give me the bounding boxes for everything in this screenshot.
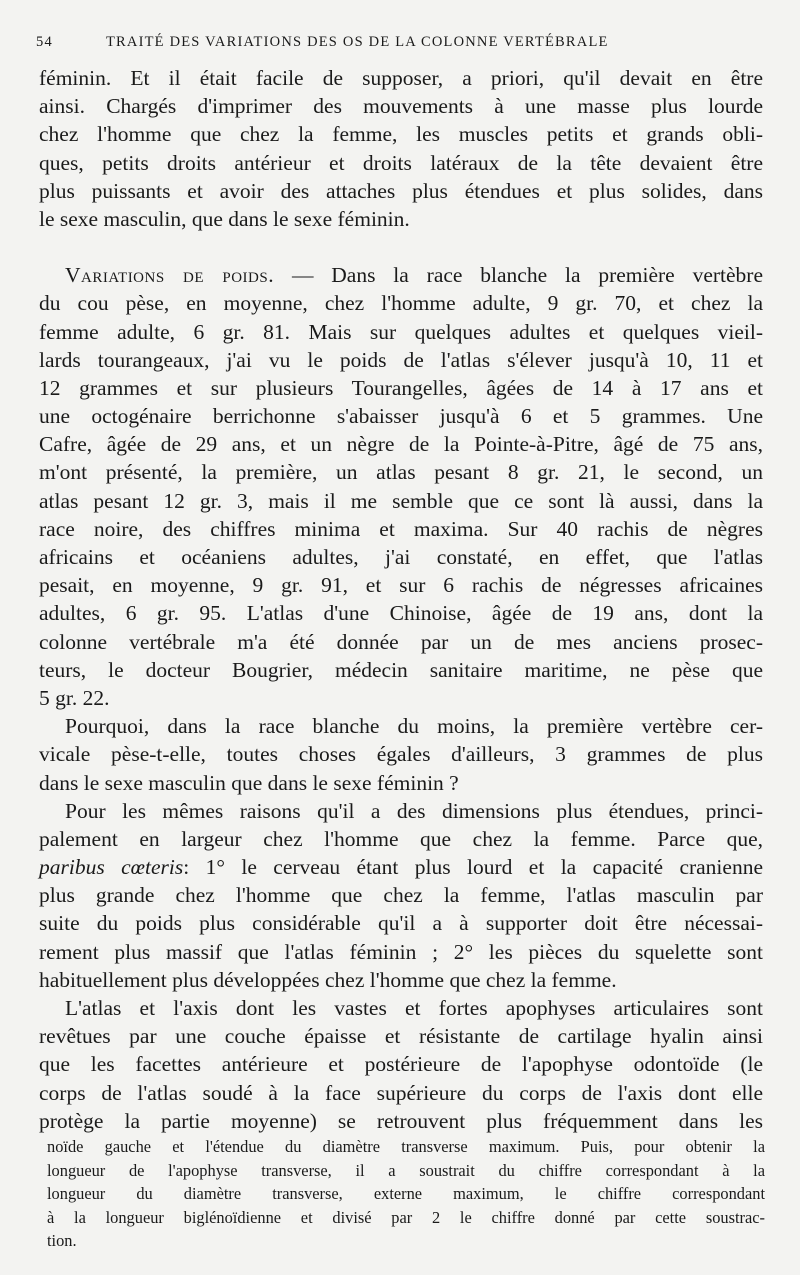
text-line: L'atlas et l'axis dont les vastes et fortes apophyses articulaires sont	[65, 996, 763, 1020]
text-line: corps de l'atlas soudé à la face supérieure du corps de l'axis dont elle	[39, 1080, 763, 1105]
text-line: lards tourangeaux, j'ai vu le poids de l'atlas s'élever jusqu'à 10, 11 et	[39, 347, 763, 372]
text-line: Cafre, âgée de 29 ans, et un nègre de la Pointe-à-Pitre, âgé de 75 ans,	[39, 432, 763, 457]
footnote	[47, 1135, 765, 1253]
text-line: plus puissants et avoir des attaches plus étendues et plus solides, dans	[39, 178, 763, 203]
text-line: 5 gr. 22.	[39, 685, 110, 710]
text-line: africains et océaniens adultes, j'ai constaté, en effet, que l'atlas	[39, 545, 763, 569]
text-line: m'ont présenté, la première, un atlas pesant 8 gr. 21, le second, un	[39, 460, 763, 485]
text-line: suite du poids plus considérable qu'il a à supporter doit être nécessai-	[39, 911, 763, 936]
main-text	[39, 64, 763, 1135]
heading-line-rest: — Dans la race blanche la première vertèbre	[291, 263, 763, 288]
text-line: 12 grammes et sur plusieurs Tourangelles, âgées de 14 à 17 ans et	[39, 375, 763, 400]
italic-phrase: paribus cœteris	[39, 855, 184, 880]
paragraph-1	[39, 64, 763, 233]
page-number: 54	[36, 34, 53, 50]
text-line: pesait, en moyenne, 9 gr. 91, et sur 6 rachis de négresses africaines	[39, 573, 763, 598]
footnote-line: noïde gauche et l'étendue du diamètre transverse maximum. Puis, pour obtenir la	[47, 1137, 765, 1156]
text-line: plus grande chez l'homme que chez la femme, l'atlas masculin par	[39, 883, 763, 908]
footnote-line: à la longueur biglénoïdienne et divisé par 2 le chiffre donné par cette soustrac-	[47, 1207, 765, 1227]
text-line: chez l'homme que chez la femme, les muscles petits et grands obli-	[39, 122, 763, 147]
text-line: Pour les mêmes raisons qu'il a des dimensions plus étendues, princi-	[65, 798, 763, 823]
paragraph-3	[39, 712, 763, 797]
paragraph-spacer	[39, 233, 763, 261]
text-line: ainsi. Chargés d'imprimer des mouvements à une masse plus lourde	[39, 94, 763, 119]
text-line: protège la partie moyenne) se retrouvent plus fréquemment dans les	[39, 1108, 763, 1133]
text-line: le sexe masculin, que dans le sexe féminin.	[39, 206, 410, 231]
line-rest: : 1° le cerveau étant plus lourd et la capacité cranienne	[183, 855, 763, 880]
running-title: TRAITÉ DES VARIATIONS DES OS DE LA COLONNE VERTÉBRALE	[106, 34, 609, 50]
text-line: une octogénaire berrichonne s'abaisser jusqu'à 6 et 5 grammes. Une	[39, 404, 763, 429]
text-line: dans le sexe masculin que dans le sexe féminin ?	[39, 770, 459, 795]
text-line: rement plus massif que l'atlas féminin ; 2° les pièces du squelette sont	[39, 939, 763, 964]
paragraph-5	[39, 994, 763, 1135]
paragraph-4	[39, 797, 763, 994]
text-line: adultes, 6 gr. 95. L'atlas d'une Chinoise, âgée de 19 ans, dont la	[39, 601, 763, 626]
footnote-line: tion.	[47, 1231, 77, 1250]
section-heading: Variations de poids.	[65, 263, 275, 288]
text-line: revêtues par une couche épaisse et résistante de cartilage hyalin ainsi	[39, 1024, 763, 1049]
text-line: atlas pesant 12 gr. 3, mais il me semble que ce sont là aussi, dans la	[39, 488, 763, 513]
text-line	[39, 853, 763, 881]
paragraph-2	[39, 261, 763, 712]
running-header	[36, 34, 764, 51]
text-line: teurs, le docteur Bougrier, médecin sanitaire maritime, ne pèse que	[39, 657, 763, 682]
text-line: ques, petits droits antérieur et droits latéraux de la tête devaient être	[39, 150, 763, 175]
text-line: femme adulte, 6 gr. 81. Mais sur quelques adultes et quelques vieil-	[39, 319, 763, 344]
text-line: du cou pèse, en moyenne, chez l'homme adulte, 9 gr. 70, et chez la	[39, 291, 763, 316]
text-line: race noire, des chiffres minima et maxima. Sur 40 rachis de nègres	[39, 516, 763, 541]
text-line: féminin. Et il était facile de supposer, a priori, qu'il devait en être	[39, 66, 763, 90]
footnote-line: longueur du diamètre transverse, externe maximum, le chiffre correspondant	[47, 1184, 765, 1203]
text-line: colonne vertébrale m'a été donnée par un de mes anciens prosec-	[39, 629, 763, 654]
text-line: vicale pèse-t-elle, toutes choses égales d'ailleurs, 3 grammes de plus	[39, 742, 763, 767]
text-line: habituellement plus développées chez l'homme que chez la femme.	[39, 967, 617, 992]
text-line: Pourquoi, dans la race blanche du moins, la première vertèbre cer-	[65, 714, 763, 739]
footnote-line: longueur de l'apophyse transverse, il a soustrait du chiffre correspondant à la	[47, 1160, 765, 1180]
text-line: que les facettes antérieure et postérieure de l'apophyse odontoïde (le	[39, 1052, 763, 1077]
text-line	[39, 261, 763, 289]
text-line: palement en largeur chez l'homme que chez la femme. Parce que,	[39, 826, 763, 851]
